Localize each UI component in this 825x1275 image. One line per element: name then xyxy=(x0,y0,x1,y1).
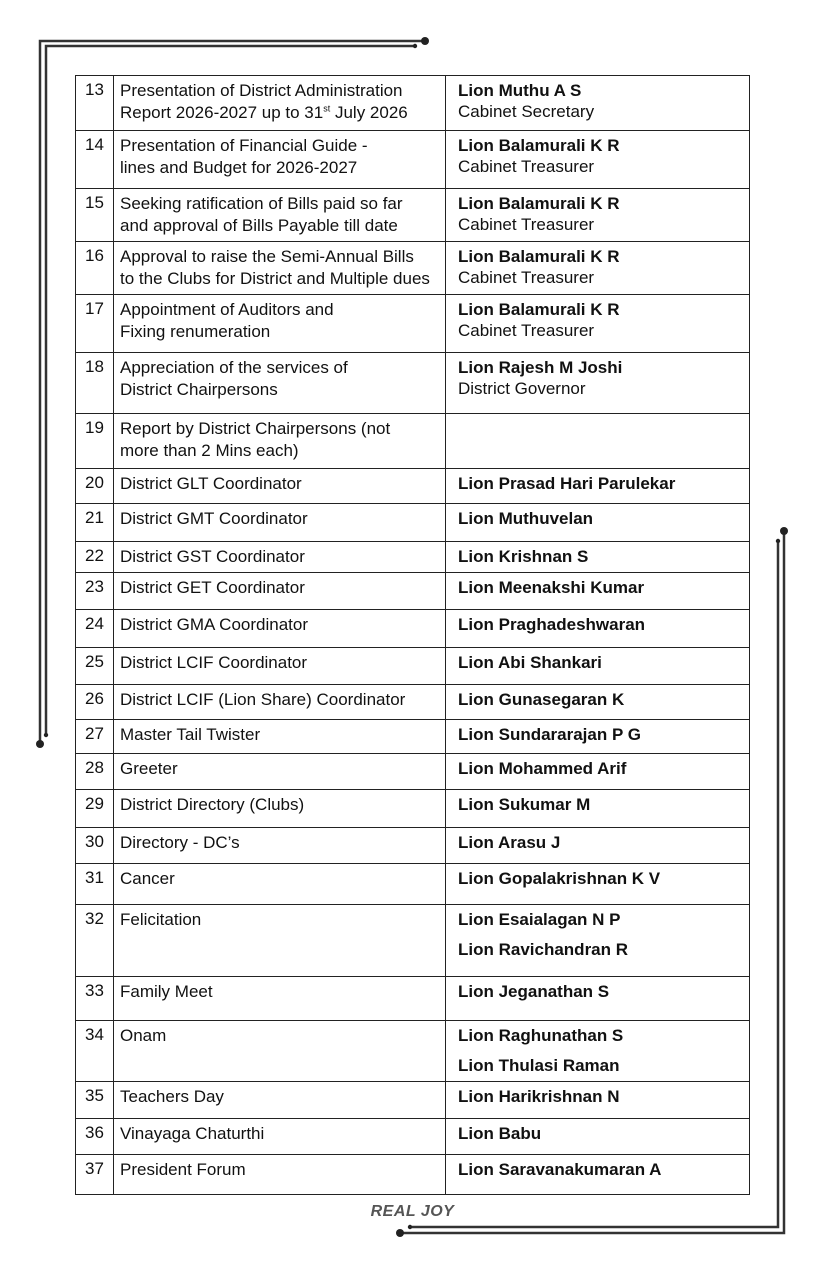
agenda-item xyxy=(114,353,446,414)
person-name: Lion Abi Shankari xyxy=(458,653,602,672)
agenda-item xyxy=(114,542,446,573)
item-number-text: 18 xyxy=(85,357,104,376)
agenda-item xyxy=(114,1119,446,1155)
table-row xyxy=(76,353,750,414)
agenda-item-line: lines and Budget for 2026-2027 xyxy=(120,158,358,177)
responsible-person xyxy=(446,295,750,353)
item-number xyxy=(76,295,114,353)
agenda-item-line: Report by District Chairpersons (not xyxy=(120,419,391,438)
agenda-item xyxy=(114,720,446,754)
person-name: Lion Sundararajan P G xyxy=(458,725,641,744)
item-number xyxy=(76,828,114,864)
agenda-item-line: more than 2 Mins each) xyxy=(120,441,299,460)
table-row xyxy=(76,720,750,754)
item-number xyxy=(76,610,114,648)
item-number xyxy=(76,414,114,469)
item-number-text: 36 xyxy=(85,1123,104,1142)
agenda-item-line: District GET Coordinator xyxy=(120,578,305,597)
responsible-person xyxy=(446,542,750,573)
table-row xyxy=(76,414,750,469)
item-number xyxy=(76,573,114,610)
person-role: Cabinet Secretary xyxy=(458,102,595,121)
item-number xyxy=(76,977,114,1021)
responsible-person xyxy=(446,1021,750,1082)
table-row xyxy=(76,864,750,905)
person-name: Lion Arasu J xyxy=(458,833,561,852)
agenda-item-line: Approval to raise the Semi-Annual Bills xyxy=(120,247,414,266)
item-number xyxy=(76,1155,114,1195)
responsible-person xyxy=(446,573,750,610)
table-row xyxy=(76,76,750,131)
person-name: Lion Babu xyxy=(458,1124,542,1143)
person-role: Cabinet Treasurer xyxy=(458,215,595,234)
item-number xyxy=(76,76,114,131)
agenda-item xyxy=(114,790,446,828)
responsible-person xyxy=(446,242,750,295)
agenda-item xyxy=(114,189,446,242)
page-footer: REAL JOY xyxy=(370,1203,455,1220)
table-row xyxy=(76,504,750,542)
agenda-item xyxy=(114,905,446,977)
agenda-item-line: Greeter xyxy=(120,759,178,778)
agenda-item-line: Vinayaga Chaturthi xyxy=(120,1124,265,1143)
person-role: District Governor xyxy=(458,379,586,398)
responsible-person xyxy=(446,790,750,828)
agenda-item xyxy=(114,1155,446,1195)
item-number xyxy=(76,754,114,790)
responsible-person xyxy=(446,1155,750,1195)
person-name: Lion Gopalakrishnan K V xyxy=(458,869,661,888)
table-row xyxy=(76,754,750,790)
frame-dot-icon xyxy=(780,527,788,535)
agenda-item-line: and approval of Bills Payable till date xyxy=(120,216,398,235)
responsible-person xyxy=(446,131,750,189)
person-role: Cabinet Treasurer xyxy=(458,321,595,340)
item-number xyxy=(76,720,114,754)
agenda-item xyxy=(114,864,446,905)
agenda-item-line: Felicitation xyxy=(120,910,202,929)
item-number-text: 23 xyxy=(85,577,104,596)
table-row xyxy=(76,1119,750,1155)
item-number xyxy=(76,131,114,189)
agenda-item-line: District GLT Coordinator xyxy=(120,474,302,493)
person-name: Lion Gunasegaran K xyxy=(458,690,625,709)
responsible-person xyxy=(446,754,750,790)
table-row xyxy=(76,542,750,573)
table-row xyxy=(76,610,750,648)
item-number-text: 37 xyxy=(85,1159,104,1178)
agenda-table xyxy=(75,75,750,1195)
agenda-item-line: District Chairpersons xyxy=(120,380,278,399)
person-name: Lion Jeganathan S xyxy=(458,982,610,1001)
person-name: Lion Muthuvelan xyxy=(458,509,594,528)
responsible-person xyxy=(446,353,750,414)
item-number-text: 20 xyxy=(85,473,104,492)
table-row xyxy=(76,1021,750,1082)
agenda-item-line: District Directory (Clubs) xyxy=(120,795,305,814)
agenda-item-line: Family Meet xyxy=(120,982,213,1001)
item-number xyxy=(76,905,114,977)
responsible-person xyxy=(446,864,750,905)
person-name: Lion Balamurali K R xyxy=(458,300,620,319)
agenda-item-line: Appointment of Auditors and xyxy=(120,300,334,319)
item-number xyxy=(76,189,114,242)
table-row xyxy=(76,790,750,828)
person-name: Lion Rajesh M Joshi xyxy=(458,358,623,377)
agenda-item-line: District GMA Coordinator xyxy=(120,615,308,634)
agenda-item-line: Seeking ratification of Bills paid so far xyxy=(120,194,403,213)
responsible-person xyxy=(446,414,750,469)
agenda-item-line: District LCIF Coordinator xyxy=(120,653,308,672)
item-number-text: 34 xyxy=(85,1025,104,1044)
item-number-text: 24 xyxy=(85,614,104,633)
table-row xyxy=(76,131,750,189)
item-number-text: 27 xyxy=(85,724,104,743)
agenda-item xyxy=(114,754,446,790)
agenda-item xyxy=(114,1082,446,1119)
item-number-text: 28 xyxy=(85,758,104,777)
item-number xyxy=(76,1119,114,1155)
responsible-person xyxy=(446,977,750,1021)
person-name: Lion Thulasi Raman xyxy=(458,1056,620,1075)
agenda-item-line: District GST Coordinator xyxy=(120,547,305,566)
responsible-person xyxy=(446,76,750,131)
item-number-text: 26 xyxy=(85,689,104,708)
frame-dot-icon xyxy=(396,1229,404,1237)
person-name: Lion Meenakshi Kumar xyxy=(458,578,645,597)
agenda-item-line: Master Tail Twister xyxy=(120,725,261,744)
agenda-item-line: Onam xyxy=(120,1026,167,1045)
ordinal-suffix: st xyxy=(323,103,331,114)
agenda-item-line: District GMT Coordinator xyxy=(120,509,308,528)
item-number xyxy=(76,469,114,504)
item-number-text: 30 xyxy=(85,832,104,851)
item-number-text: 33 xyxy=(85,981,104,1000)
item-number-text: 14 xyxy=(85,135,104,154)
agenda-item-line: Presentation of District Administration xyxy=(120,81,403,100)
item-number-text: 16 xyxy=(85,246,104,265)
agenda-item xyxy=(114,977,446,1021)
responsible-person xyxy=(446,685,750,720)
agenda-item xyxy=(114,76,446,131)
table-row xyxy=(76,1082,750,1119)
item-number xyxy=(76,864,114,905)
table-row xyxy=(76,1155,750,1195)
responsible-person xyxy=(446,905,750,977)
item-number xyxy=(76,242,114,295)
person-name: Lion Prasad Hari Parulekar xyxy=(458,474,676,493)
responsible-person xyxy=(446,504,750,542)
person-name: Lion Balamurali K R xyxy=(458,136,620,155)
agenda-item xyxy=(114,242,446,295)
agenda-item-line: Directory - DC’s xyxy=(120,833,240,852)
table-row xyxy=(76,648,750,685)
person-name: Lion Praghadeshwaran xyxy=(458,615,646,634)
frame-dot-icon xyxy=(421,37,429,45)
frame-dot-icon xyxy=(36,740,44,748)
agenda-item-line: to the Clubs for District and Multiple dues xyxy=(120,269,430,288)
agenda-item xyxy=(114,648,446,685)
agenda-item-line xyxy=(120,102,445,124)
table-row xyxy=(76,905,750,977)
agenda-item-line: District LCIF (Lion Share) Coordinator xyxy=(120,690,406,709)
person-name: Lion Balamurali K R xyxy=(458,194,620,213)
responsible-person xyxy=(446,1082,750,1119)
person-name: Lion Saravanakumaran A xyxy=(458,1160,662,1179)
agenda-item xyxy=(114,414,446,469)
item-number-text: 19 xyxy=(85,418,104,437)
agenda-item-text: Report 2026-2027 up to 31 xyxy=(120,103,324,122)
person-name: Lion Raghunathan S xyxy=(458,1026,624,1045)
person-name: Lion Krishnan S xyxy=(458,547,589,566)
responsible-person xyxy=(446,469,750,504)
table-row xyxy=(76,977,750,1021)
person-name: Lion Sukumar M xyxy=(458,795,591,814)
agenda-item xyxy=(114,685,446,720)
person-name: Lion Ravichandran R xyxy=(458,940,629,959)
item-number-text: 22 xyxy=(85,546,104,565)
item-number-text: 15 xyxy=(85,193,104,212)
agenda-item-line: Fixing renumeration xyxy=(120,322,271,341)
table-row xyxy=(76,828,750,864)
person-name: Lion Mohammed Arif xyxy=(458,759,627,778)
item-number xyxy=(76,504,114,542)
table-row xyxy=(76,242,750,295)
agenda-item-line: Presentation of Financial Guide - xyxy=(120,136,368,155)
table-row xyxy=(76,573,750,610)
table-row xyxy=(76,295,750,353)
table-row xyxy=(76,469,750,504)
agenda-item-line: President Forum xyxy=(120,1160,246,1179)
agenda-item-line: Cancer xyxy=(120,869,175,888)
agenda-item-text: July 2026 xyxy=(330,103,408,122)
agenda-item xyxy=(114,469,446,504)
responsible-person xyxy=(446,720,750,754)
agenda-item xyxy=(114,828,446,864)
item-number-text: 31 xyxy=(85,868,104,887)
agenda-item xyxy=(114,610,446,648)
person-name: Lion Esaialagan N P xyxy=(458,910,621,929)
item-number-text: 35 xyxy=(85,1086,104,1105)
item-number xyxy=(76,353,114,414)
item-number xyxy=(76,790,114,828)
item-number-text: 25 xyxy=(85,652,104,671)
agenda-item xyxy=(114,573,446,610)
responsible-person xyxy=(446,189,750,242)
agenda-item xyxy=(114,131,446,189)
person-role: Cabinet Treasurer xyxy=(458,268,595,287)
item-number xyxy=(76,1082,114,1119)
person-role: Cabinet Treasurer xyxy=(458,157,595,176)
item-number-text: 29 xyxy=(85,794,104,813)
responsible-person xyxy=(446,610,750,648)
item-number xyxy=(76,648,114,685)
agenda-item-line: Teachers Day xyxy=(120,1087,224,1106)
responsible-person xyxy=(446,1119,750,1155)
responsible-person xyxy=(446,828,750,864)
responsible-person xyxy=(446,648,750,685)
item-number-text: 21 xyxy=(85,508,104,527)
item-number-text: 17 xyxy=(85,299,104,318)
item-number-text: 13 xyxy=(85,80,104,99)
agenda-rows xyxy=(76,76,750,1195)
person-name: Lion Balamurali K R xyxy=(458,247,620,266)
item-number-text: 32 xyxy=(85,909,104,928)
item-number xyxy=(76,1021,114,1082)
table-row xyxy=(76,189,750,242)
agenda-item-line: Appreciation of the services of xyxy=(120,358,348,377)
agenda-item xyxy=(114,295,446,353)
item-number xyxy=(76,542,114,573)
person-name: Lion Muthu A S xyxy=(458,81,582,100)
table-row xyxy=(76,685,750,720)
person-name: Lion Harikrishnan N xyxy=(458,1087,620,1106)
item-number xyxy=(76,685,114,720)
agenda-item xyxy=(114,1021,446,1082)
agenda-item xyxy=(114,504,446,542)
